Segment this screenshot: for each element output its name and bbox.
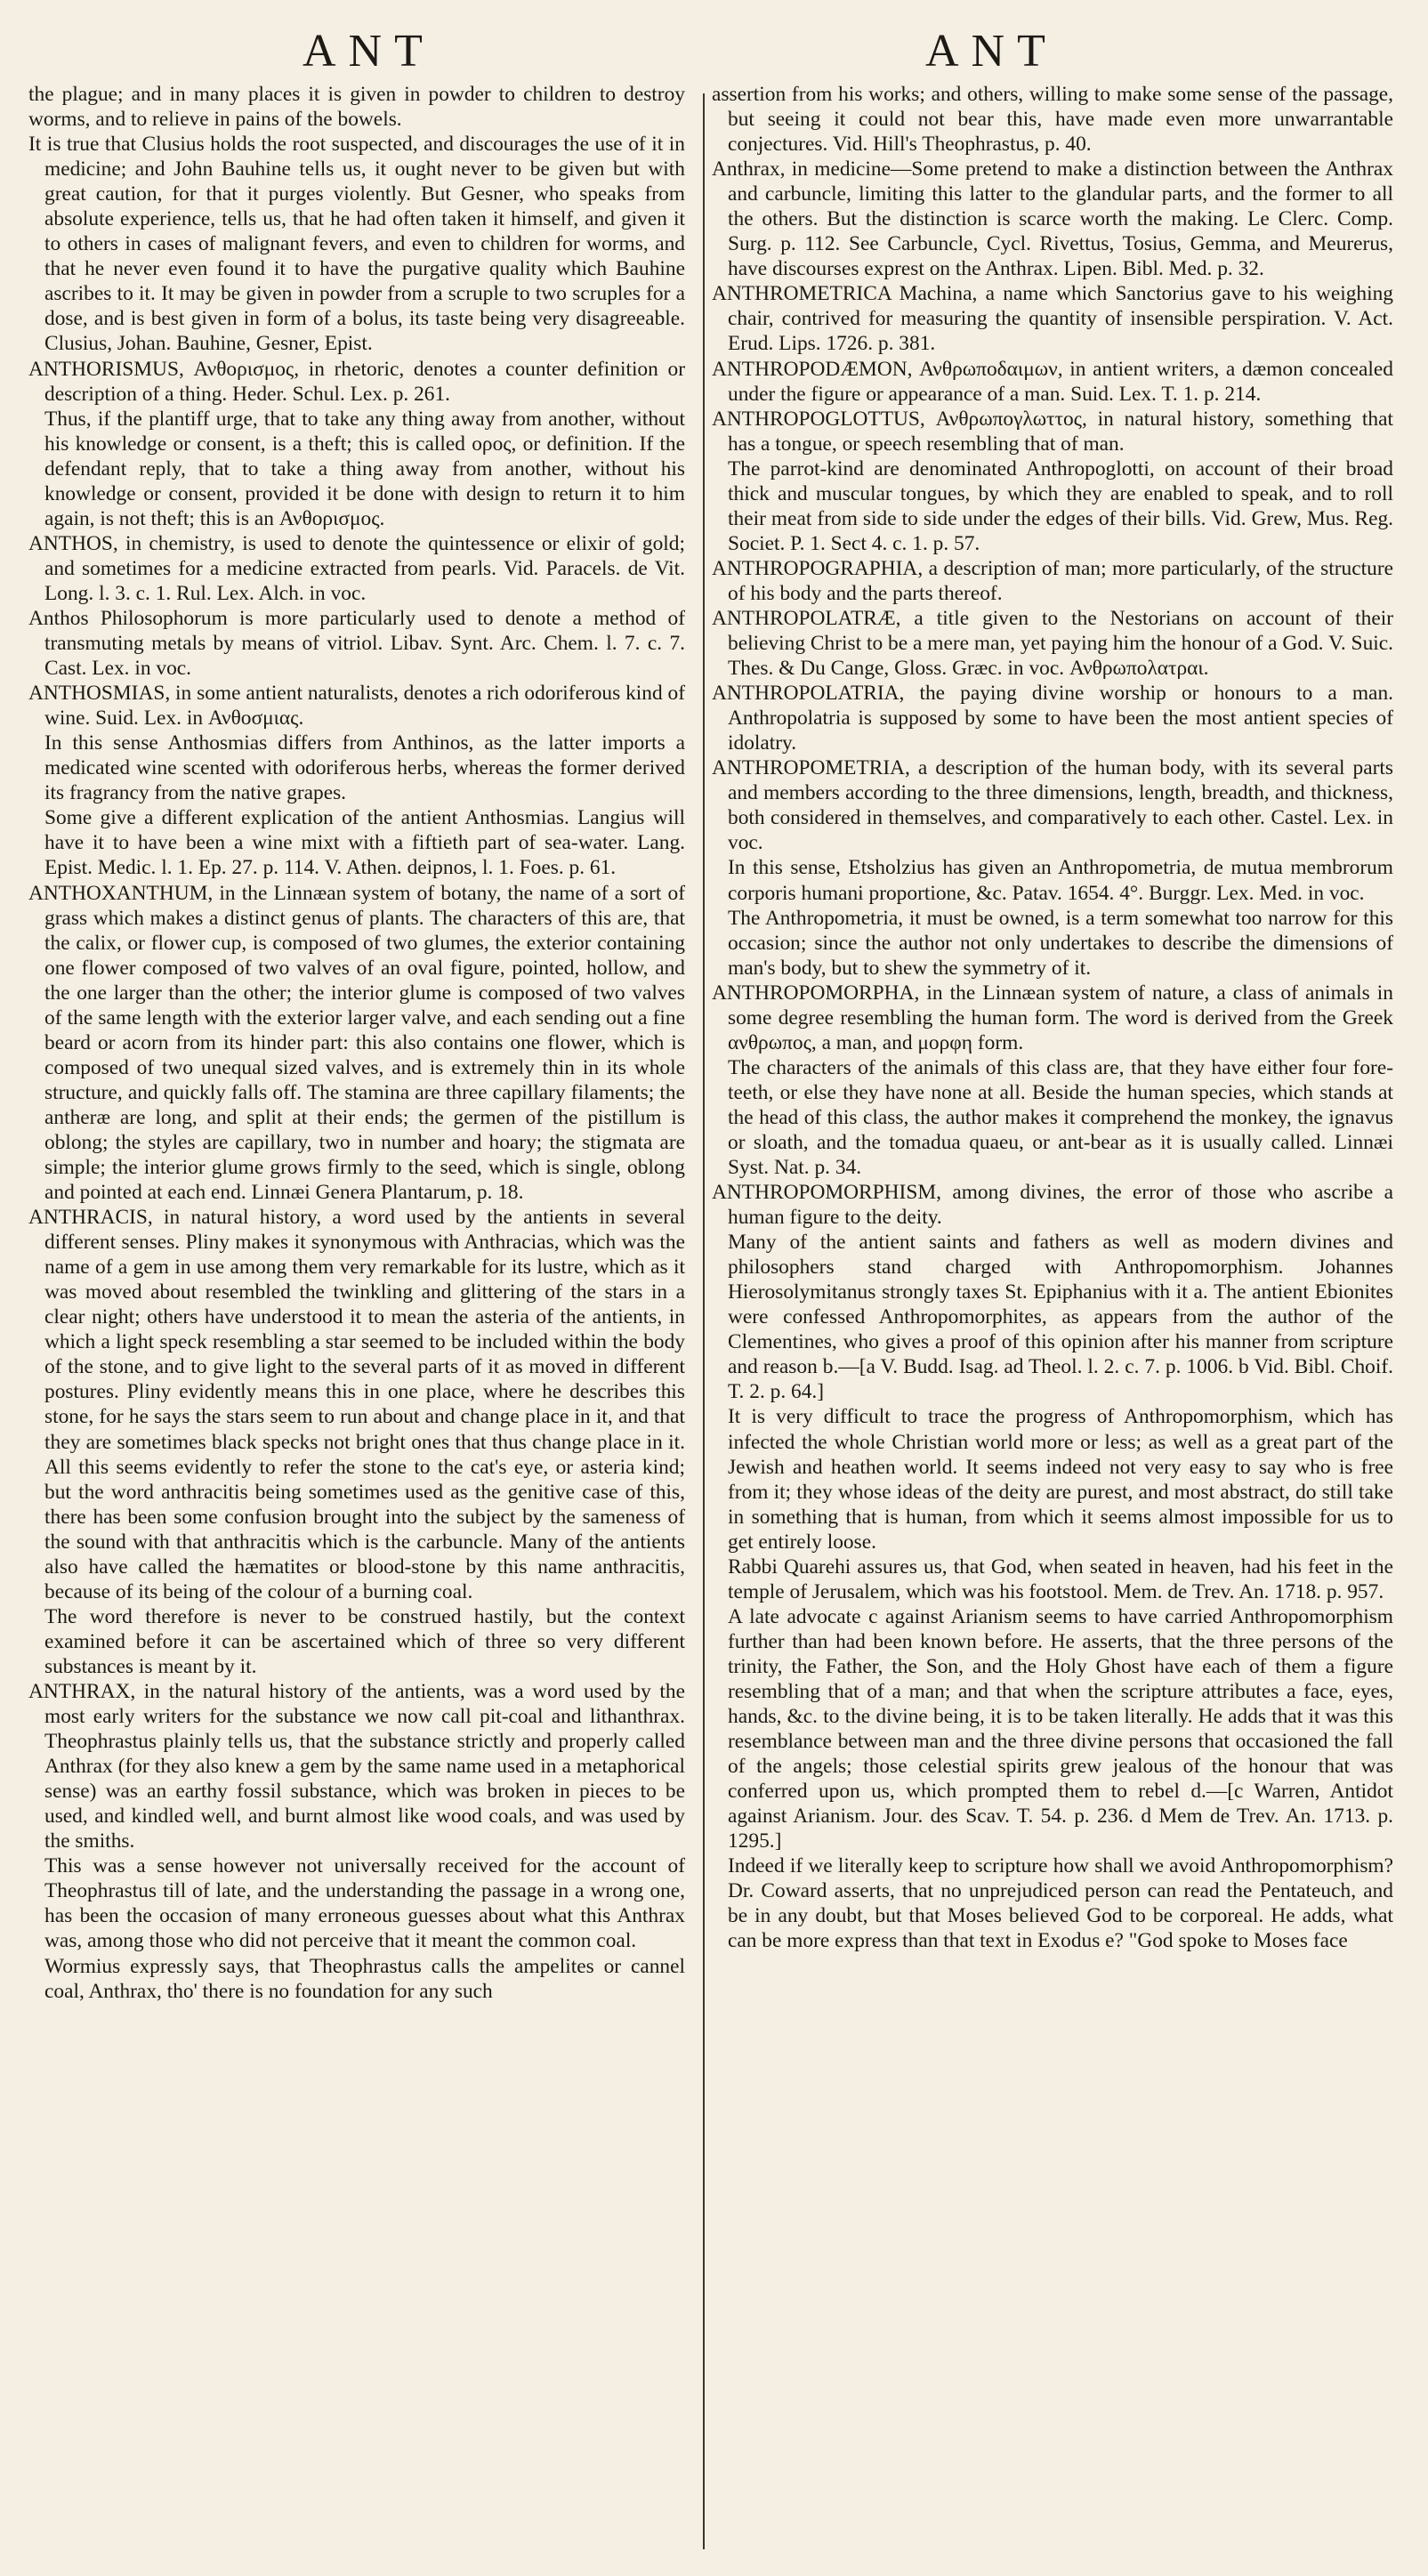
entry-paragraph: assertion from his works; and others, willing to make some sense of the passage, but seeing it could not bear this, have made even more unwarrantable conjectures. Vid. Hill's Theophrastus, p. 40. xyxy=(712,83,1393,157)
entry-paragraph: ANTHORISMUS, Ανθορισμος, in rhetoric, denotes a counter definition or description of a thing. Heder. Schul. Lex. p. 261. xyxy=(28,357,685,406)
entry-paragraph: Indeed if we literally keep to scripture how shall we avoid Anthropomorphism? Dr. Coward asserts, that no unprejudiced person can read the Pentateuch, and be in any doubt, but that Moses believed God to be corporeal. He adds, what can be more express than that text in Exodus e? "God spoke to Moses face xyxy=(728,1854,1393,1953)
entry-paragraph: It is very difficult to trace the progress of Anthropomorphism, which has infected the whole Christian world more or less; as well as a great part of the Jewish and heathen world. It seems indeed not very easy to say who is free from it; they whose ideas of the deity are purest, and most abstract, do still take in something that is human, from which it seems almost impossible for us to get entirely loose. xyxy=(728,1405,1393,1554)
entry-paragraph: The Anthropometria, it must be owned, is a term somewhat too narrow for this occasion; since the author not only undertakes to describe the dimensions of man's body, but to shew the symmetry of it. xyxy=(728,906,1393,980)
entry-paragraph: ANTHROPOLATRIA, the paying divine worship or honours to a man. Anthropolatria is supposed by some to have been the most antient species of idolatry. xyxy=(712,682,1393,755)
entry-paragraph: ANTHROPOLATRÆ, a title given to the Nestorians on account of their believing Christ to be a mere man, yet paying him the honour of a God. V. Suic. Thes. & Du Cange, Gloss. Græc. in voc. Ανθρωπολατραι. xyxy=(712,606,1393,681)
entry-paragraph: The parrot-kind are denominated Anthropoglotti, on account of their broad thick and muscular tongues, by which they are enabled to speak, and to roll their meat from side to side under the edges of their bills. Vid. Grew, Mus. Reg. Societ. P. 1. Sect 4. c. 1. p. 57. xyxy=(728,456,1393,555)
entry-paragraph: the plague; and in many places it is given in powder to children to destroy worms, and to relieve in pains of the bowels. xyxy=(28,83,685,132)
running-head-left: ANT xyxy=(303,26,435,77)
entry-paragraph: Anthrax, in medicine—Some pretend to make a distinction between the Anthrax and carbuncle, limiting this latter to the glandular parts, and the former to all the others. But the distinction is scarce worth the making. Le Clerc. Comp. Surg. p. 112. See Carbuncle, Cycl. Rivettus, Tosius, Gemma, and Meurerus, have discourses exprest on the Anthrax. Lipen. Bibl. Med. p. 32. xyxy=(712,157,1393,281)
entry-paragraph: ANTHOS, in chemistry, is used to denote the quintessence or elixir of gold; and sometimes for a medicine extracted from pearls. Vid. Paracels. de Vit. Long. l. 3. c. 1. Rul. Lex. Alch. in voc. xyxy=(28,531,685,605)
entry-paragraph: ANTHROPOGLOTTUS, Ανθρωπογλωττος, in natural history, something that has a tongue, or speech resembling that of man. xyxy=(712,407,1393,456)
entry-paragraph: ANTHOSMIAS, in some antient naturalists, denotes a rich odoriferous kind of wine. Suid. Lex. in Ανθοσμιας. xyxy=(28,682,685,731)
entry-paragraph: Wormius expressly says, that Theophrastus calls the ampelites or cannel coal, Anthrax, tho' there is no foundation for any such xyxy=(44,1954,685,2003)
right-column xyxy=(712,82,1393,1954)
entry-paragraph: ANTHROPOMORPHA, in the Linnæan system of nature, a class of animals in some degree resembling the human form. The word is derived from the Greek ανθρωπος, a man, and μορφη form. xyxy=(712,981,1393,1054)
entry-paragraph: ANTHROPOMORPHISM, among divines, the error of those who ascribe a human figure to the deity. xyxy=(712,1181,1393,1230)
entry-paragraph: This was a sense however not universally received for the account of Theophrastus till of late, and the understanding the passage in a wrong one, has been the occasion of many erroneous guesses about what this Anthrax was, among those who did not perceive that it meant the common coal. xyxy=(44,1854,685,1953)
column-divider xyxy=(703,93,705,2549)
entry-paragraph: In this sense, Etsholzius has given an Anthropometria, de mutua membrorum corporis humani proportione, &c. Patav. 1654. 4°. Burggr. Lex. Med. in voc. xyxy=(728,856,1393,905)
left-column xyxy=(28,82,685,2004)
entry-paragraph: Some give a different explication of the antient Anthosmias. Langius will have it to have been a wine mixt with a fiftieth part of sea-water. Lang. Epist. Medic. l. 1. Ep. 27. p. 114. V. Athen. deipnos, l. 1. Foes. p. 61. xyxy=(44,806,685,880)
running-head-right: ANT xyxy=(925,26,1058,77)
entry-paragraph: The word therefore is never to be construed hastily, but the context examined before it can be ascertained which of three so very different substances is meant by it. xyxy=(44,1604,685,1678)
entry-paragraph: ANTHROPODÆMON, Ανθρωποδαιμων, in antient writers, a dæmon concealed under the figure or appearance of a man. Suid. Lex. T. 1. p. 214. xyxy=(712,357,1393,406)
entry-paragraph: In this sense Anthosmias differs from Anthinos, as the latter imports a medicated wine scented with odoriferous herbs, whereas the former derived its fragrancy from the native grapes. xyxy=(44,731,685,805)
entry-paragraph: ANTHROPOMETRIA, a description of the human body, with its several parts and members according to the three dimensions, length, breadth, and thickness, both considered in themselves, and comparatively to each other. Castel. Lex. in voc. xyxy=(712,756,1393,855)
entry-paragraph: Thus, if the plantiff urge, that to take any thing away from another, without his knowledge or consent, is a theft; this is called ορος, or definition. If the defendant reply, that to take a thing away from another, without his knowledge or consent, provided it be done with design to return it to him again, is not theft; this is an Ανθορισμος. xyxy=(44,407,685,530)
entry-paragraph: Many of the antient saints and fathers as well as modern divines and philosophers stand charged with Anthropomorphism. Johannes Hierosolymitanus strongly taxes St. Epiphanius with it a. The antient Ebionites were confessed Anthropomorphites, as appears from the author of the Clementines, who gives a proof of this opinion after his manner from scripture and reason b.—[a V. Budd. Isag. ad Theol. l. 2. c. 7. p. 1006. b Vid. Bibl. Choif. T. 2. p. 64.] xyxy=(728,1231,1393,1404)
entry-paragraph: Rabbi Quarehi assures us, that God, when seated in heaven, had his feet in the temple of Jerusalem, which was his footstool. Mem. de Trev. An. 1718. p. 957. xyxy=(728,1554,1393,1603)
entry-paragraph: Anthos Philosophorum is more particularly used to denote a method of transmuting metals by means of vitriol. Libav. Synt. Arc. Chem. l. 7. c. 7. Cast. Lex. in voc. xyxy=(28,606,685,681)
entry-paragraph: ANTHRACIS, in natural history, a word used by the antients in several different senses. Pliny makes it synonymous with Anthracias, which was the name of a gem in use among them very remarkable for its lustre, which as it was moved about resembled the twinkling and glittering of the stars in a clear night; others have understood it to mean the asteria of the antients, in which a light speck resembling a star seemed to be included within the body of the stone, and to give light to the several parts of it as moved in different postures. Pliny evidently means this in one place, where he describes this stone, for he says the stars seem to run about and change place in it, and that they are sometimes black specks not bright ones that thus change place in it. All this seems evidently to refer the stone to the cat's eye, or asteria kind; but the word anthracitis being sometimes used as the genitive case of this, there has been some confusion brought into the subject by the sameness of the sound with that anthracitis which is the carbuncle. Many of the antients also have called the hæmatites or blood-stone by this name anthracitis, because of its being of the colour of a burning coal. xyxy=(28,1206,685,1603)
entry-paragraph: The characters of the animals of this class are, that they have either four fore-teeth, or else they have none at all. Beside the human species, which stands at the head of this class, the author makes it comprehend the monkey, the ignavus or sloath, and the tomadua quaeu, or ant-bear as it is usually called. Linnæi Syst. Nat. p. 34. xyxy=(728,1055,1393,1180)
entry-paragraph: ANTHOXANTHUM, in the Linnæan system of botany, the name of a sort of grass which makes a distinct genus of plants. The characters of this are, that the calix, or flower cup, is composed of two glumes, the exterior containing one flower composed of two valves of an oval figure, pointed, hollow, and the one larger than the other; the interior glume is composed of two valves of the same length with the exterior larger valve, and each sending out a fine beard or acorn from its hinder part: this also contains one flower, which is composed of two unequal sized valves, and is extremely thin in its whole structure, and quickly falls off. The stamina are three capillary filaments; the antheræ are long, and split at their ends; the germen of the pistillum is oblong; the styles are capillary, two in number and hoary; the stigmata are simple; the interior glume grows firmly to the seed, which is single, oblong and pointed at each end. Linnæi Genera Plantarum, p. 18. xyxy=(28,881,685,1205)
entry-paragraph: A late advocate c against Arianism seems to have carried Anthropomorphism further than had been known before. He asserts, that the three persons of the trinity, the Father, the Son, and the Holy Ghost have each of them a figure resembling that of a man; and that when the scripture attributes a face, eyes, hands, &c. to the divine being, it is to be taken literally. He adds that it was this resemblance between man and the three divine persons that occasioned the fall of the angels; those celestial spirits grew jealous of the honour that was conferred upon us, which prompted them to rebel d.—[c Warren, Antidot against Arianism. Jour. des Scav. T. 54. p. 236. d Mem de Trev. An. 1713. p. 1295.] xyxy=(728,1604,1393,1853)
entry-paragraph: ANTHROMETRICA Machina, a name which Sanctorius gave to his weighing chair, contrived for measuring the quantity of insensible perspiration. V. Act. Erud. Lips. 1726. p. 381. xyxy=(712,282,1393,356)
entry-paragraph: It is true that Clusius holds the root suspected, and discourages the use of it in medicine; and John Bauhine tells us, it ought never to be given but with great caution, for that it purges violently. But Gesner, who speaks from absolute experience, tells us, that he had often taken it himself, and given it to others in cases of malignant fevers, and even to children for worms, and that he never even found it to have the purgative quality which Bauhine ascribes to it. It may be given in powder from a scruple to two scruples for a dose, and is best given in form of a bolus, its taste being very disagreeable. Clusius, Johan. Bauhine, Gesner, Epist. xyxy=(28,133,685,356)
entry-paragraph: ANTHROPOGRAPHIA, a description of man; more particularly, of the structure of his body and the parts thereof. xyxy=(712,556,1393,605)
entry-paragraph: ANTHRAX, in the natural history of the antients, was a word used by the most early writers for the substance we now call pit-coal and lithanthrax. Theophrastus plainly tells us, that the substance strictly and properly called Anthrax (for they also knew a gem by the same name used in a metaphorical sense) was an earthy fossil substance, which was broken in pieces to be used, and kindled well, and burnt almost like wood coals, and was used by the smiths. xyxy=(28,1680,685,1853)
